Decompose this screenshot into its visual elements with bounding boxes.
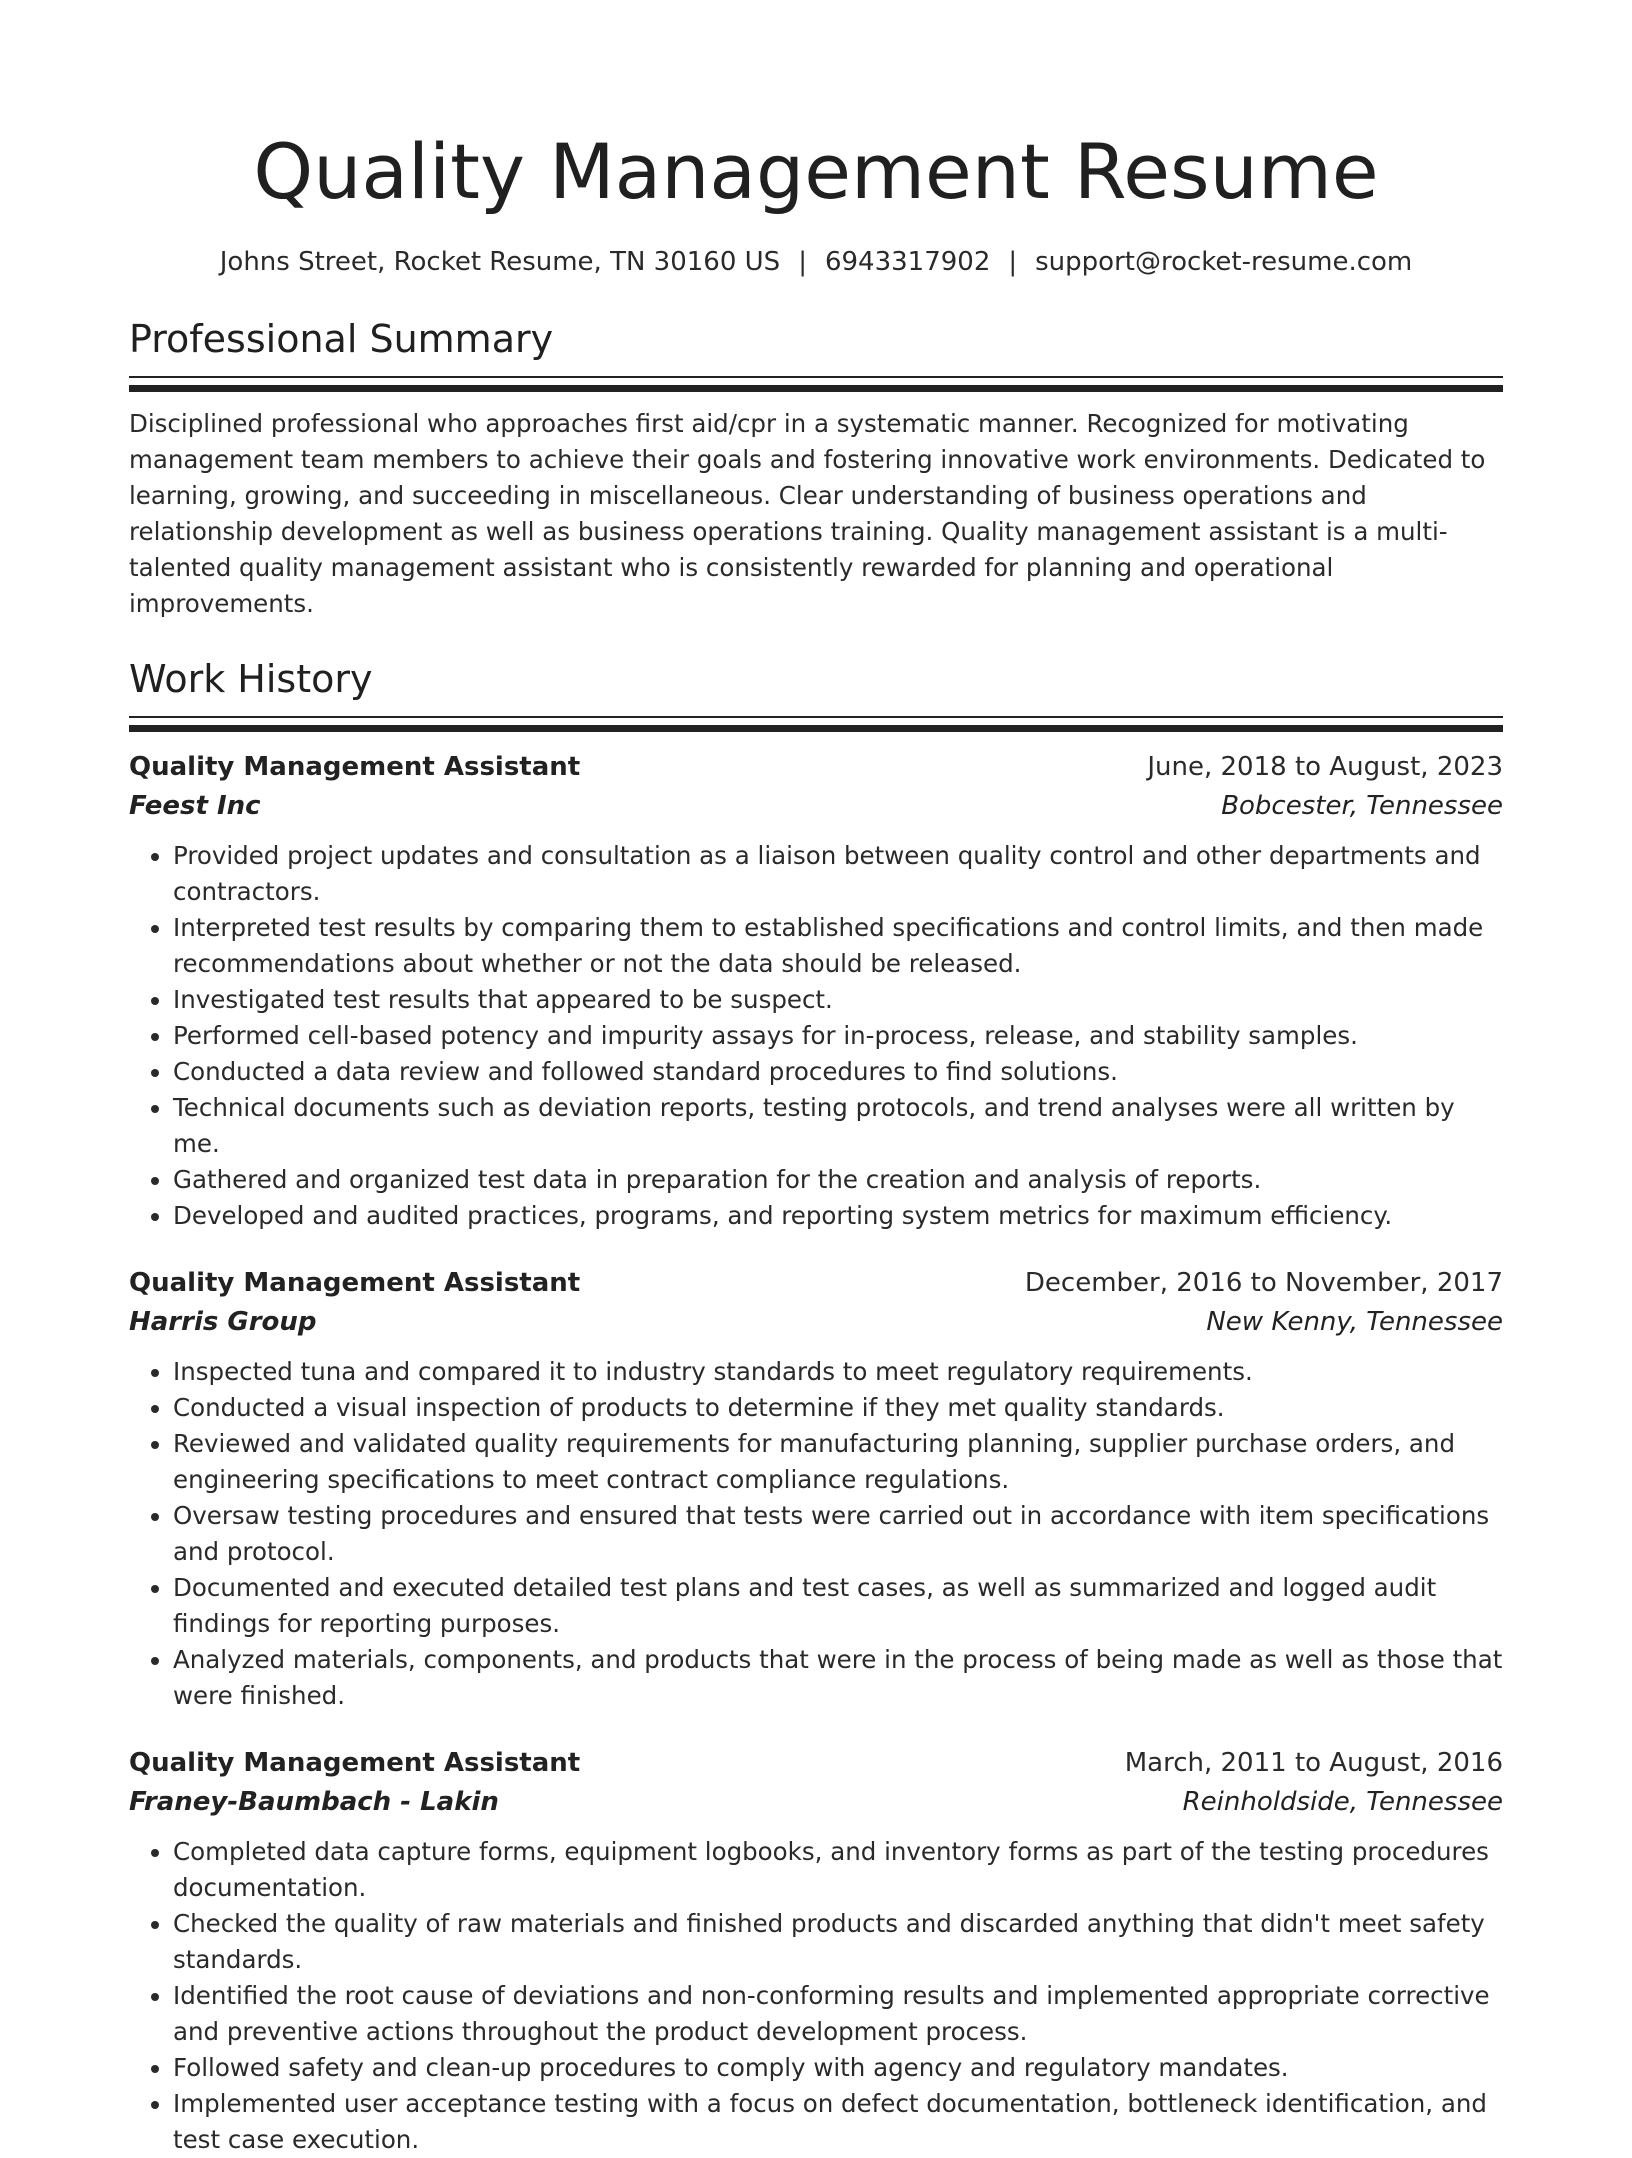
list-item: • Analyzed materials, components, and products that were in the process of being made as well as those that were finished. — [173, 1642, 1503, 1714]
list-item: • Provided project updates and consultation as a liaison between quality control and other departments and contractors. — [173, 838, 1503, 910]
summary-section — [129, 314, 1503, 622]
list-item: • Completed data capture forms, equipment logbooks, and inventory forms as part of the testing procedures documentation. — [173, 1834, 1503, 1906]
work-history-section — [129, 654, 1503, 2158]
job-company: Feest Inc — [129, 791, 261, 821]
list-item: • Developed and audited practices, programs, and reporting system metrics for maximum efficiency. — [173, 1198, 1503, 1234]
list-item: • Gathered and organized test data in preparation for the creation and analysis of reports. — [173, 1162, 1503, 1198]
job-dates: June, 2018 to August, 2023 — [1147, 752, 1503, 782]
section-divider — [129, 376, 1503, 392]
contact-separator: | — [798, 247, 807, 277]
job-company: Harris Group — [129, 1307, 317, 1337]
job-subheader — [129, 786, 1503, 826]
job-title: Quality Management Assistant — [129, 1748, 581, 1778]
list-item: • Documented and executed detailed test plans and test cases, as well as summarized and logged audit findings for reporting purposes. — [173, 1570, 1503, 1642]
summary-text: Disciplined professional who approaches first aid/cpr in a systematic manner. Recognized for motivating management team members to achieve their goals and fostering innovative work environments. Dedicated to learning, growing, and succeeding in miscellaneous. Clear understanding of business operations and relationship development as well as business operations training. Quality management assistant is a multi-talented quality management assistant who is consistently rewarded for planning and operational improvements. — [129, 409, 1486, 618]
job-subheader — [129, 1782, 1503, 1822]
job-dates: March, 2011 to August, 2016 — [1124, 1748, 1503, 1778]
job-header — [129, 1264, 1503, 1302]
job-location: Bobcester, Tennessee — [1221, 791, 1503, 821]
contact-phone: 6943317902 — [824, 247, 991, 277]
list-item: • Reviewed and validated quality requirements for manufacturing planning, supplier purchase orders, and engineering specifications to meet contract compliance regulations. — [173, 1426, 1503, 1498]
job-location: New Kenny, Tennessee — [1206, 1307, 1503, 1337]
list-item: • Performed cell-based potency and impurity assays for in-process, release, and stability samples. — [173, 1018, 1503, 1054]
list-item: • Oversaw testing procedures and ensured that tests were carried out in accordance with item specifications and protocol. — [173, 1498, 1503, 1570]
job-dates: December, 2016 to November, 2017 — [1024, 1268, 1503, 1298]
list-item: • Conducted a data review and followed standard procedures to find solutions. — [173, 1054, 1503, 1090]
job-title: Quality Management Assistant — [129, 1268, 581, 1298]
contact-address: Johns Street, Rocket Resume, TN 30160 US — [219, 247, 781, 277]
job-location: Reinholdside, Tennessee — [1182, 1787, 1503, 1817]
job-bullets — [129, 838, 1503, 1234]
work-history-heading: Work History — [129, 657, 373, 701]
list-item: • Inspected tuna and compared it to industry standards to meet regulatory requirements. — [173, 1354, 1503, 1390]
job-entry — [129, 748, 1503, 1234]
contact-separator: | — [1008, 247, 1018, 277]
job-header — [129, 1744, 1503, 1782]
resume-title: Quality Management Resume — [253, 127, 1379, 216]
job-header — [129, 748, 1503, 786]
list-item: • Identified the root cause of deviations and non-conforming results and implemented appropriate corrective and preventive actions throughout the product development process. — [173, 1978, 1503, 2050]
list-item: • Investigated test results that appeared to be suspect. — [173, 982, 1503, 1018]
section-divider — [129, 716, 1503, 732]
job-company: Franey-Baumbach - Lakin — [129, 1787, 499, 1817]
job-title: Quality Management Assistant — [129, 752, 581, 782]
list-item: • Implemented user acceptance testing with a focus on defect documentation, bottleneck identification, and test case execution. — [173, 2086, 1503, 2158]
list-item: • Followed safety and clean-up procedures to comply with agency and regulatory mandates. — [173, 2050, 1503, 2086]
contact-line — [129, 244, 1503, 280]
list-item: • Checked the quality of raw materials and finished products and discarded anything that didn't meet safety standards. — [173, 1906, 1503, 1978]
job-bullets — [129, 1354, 1503, 1714]
list-item: • Technical documents such as deviation reports, testing protocols, and trend analyses were all written by me. — [173, 1090, 1503, 1162]
list-item: • Interpreted test results by comparing them to established specifications and control limits, and then made recommendations about whether or not the data should be released. — [173, 910, 1503, 982]
job-subheader — [129, 1302, 1503, 1342]
job-entry — [129, 1264, 1503, 1714]
job-bullets — [129, 1834, 1503, 2158]
job-entry — [129, 1744, 1503, 2158]
contact-email: support@rocket-resume.com — [1035, 247, 1413, 277]
summary-heading: Professional Summary — [129, 317, 554, 361]
list-item: • Conducted a visual inspection of products to determine if they met quality standards. — [173, 1390, 1503, 1426]
